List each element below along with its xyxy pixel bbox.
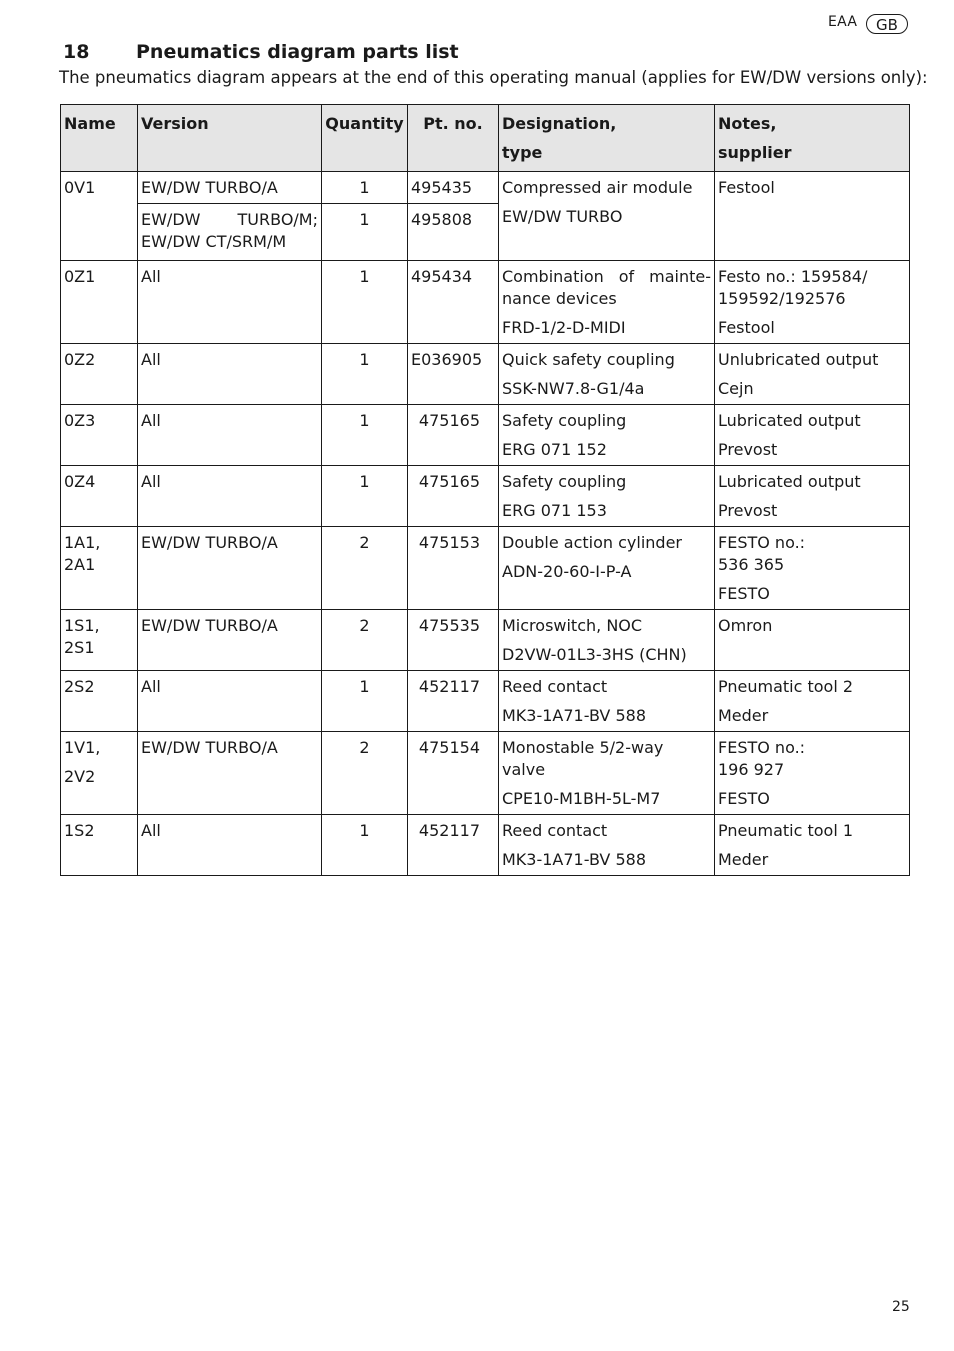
cell-notes	[715, 815, 910, 876]
version-text-line2: EW/DW CT/SRM/M	[141, 232, 287, 251]
page-number: 25	[892, 1299, 910, 1315]
col-header-pt-no: Pt. no.	[408, 105, 499, 172]
section-heading	[63, 41, 459, 63]
table-row	[61, 405, 910, 466]
cell-quantity: 2	[322, 527, 408, 610]
cell-pt-no: 495808	[408, 204, 499, 261]
table-row	[61, 610, 910, 671]
cell-pt-no: 475535	[408, 610, 499, 671]
designation-text: Safety coupling	[502, 411, 627, 430]
cell-pt-no: 495435	[408, 172, 499, 204]
supplier-text: Meder	[718, 706, 769, 725]
type-text: MK3-1A71-BV 588	[502, 850, 646, 869]
designation-text: Quick safety coupling	[502, 350, 675, 369]
cell-name: 0Z4	[61, 466, 138, 527]
cell-version: All	[138, 671, 322, 732]
notes-text-line2: 536 365	[718, 555, 785, 574]
type-text: ERG 071 152	[502, 440, 607, 459]
col-header-designation-line1: Designation,	[502, 114, 617, 133]
cell-quantity: 1	[322, 204, 408, 261]
cell-notes: Omron	[715, 610, 910, 671]
cell-pt-no: 475153	[408, 527, 499, 610]
cell-version: All	[138, 466, 322, 527]
cell-notes	[715, 344, 910, 405]
col-header-quantity: Quantity	[322, 105, 408, 172]
designation-text: Safety coupling	[502, 472, 627, 491]
cell-quantity: 1	[322, 261, 408, 344]
cell-notes: Festool	[715, 172, 910, 261]
table-row	[61, 172, 910, 204]
notes-text: Pneumatic tool 2	[718, 677, 854, 696]
type-text: ERG 071 153	[502, 501, 607, 520]
cell-name: 0Z1	[61, 261, 138, 344]
name-text-line2: 2S1	[64, 638, 95, 657]
name-text-line2: 2V2	[64, 767, 96, 786]
col-header-version: Version	[138, 105, 322, 172]
table-row	[61, 732, 910, 815]
type-text: ADN-20-60-I-P-A	[502, 562, 632, 581]
notes-text-line2: 196 927	[718, 760, 785, 779]
cell-notes	[715, 671, 910, 732]
designation-text: Reed contact	[502, 821, 608, 840]
name-text-line2: 2A1	[64, 555, 96, 574]
designation-text: Reed contact	[502, 677, 608, 696]
designation-text: Compressed air module	[502, 178, 693, 197]
cell-version: All	[138, 405, 322, 466]
cell-name: 0V1	[61, 172, 138, 261]
cell-pt-no: 475154	[408, 732, 499, 815]
header-code: EAA	[828, 14, 858, 30]
cell-pt-no: 495434	[408, 261, 499, 344]
cell-designation	[499, 466, 715, 527]
cell-notes	[715, 466, 910, 527]
cell-name: 2S2	[61, 671, 138, 732]
table-row	[61, 815, 910, 876]
cell-designation	[499, 344, 715, 405]
cell-quantity: 1	[322, 466, 408, 527]
notes-text-line1: FESTO no.:	[718, 533, 806, 552]
cell-notes	[715, 527, 910, 610]
cell-designation	[499, 671, 715, 732]
cell-version: EW/DW TURBO/A	[138, 732, 322, 815]
col-header-notes-line1: Notes,	[718, 114, 777, 133]
supplier-text: Prevost	[718, 501, 778, 520]
table-row	[61, 527, 910, 610]
parts-list-table	[60, 104, 910, 876]
cell-version: EW/DW TURBO/A	[138, 172, 322, 204]
cell-version: EW/DW TURBO/A	[138, 527, 322, 610]
intro-paragraph: The pneumatics diagram appears at the end of this operating manual (applies for EW/DW versions only):	[59, 68, 928, 87]
type-text: CPE10-M1BH-5L-M7	[502, 789, 661, 808]
cell-version: All	[138, 815, 322, 876]
table-row	[61, 466, 910, 527]
cell-quantity: 1	[322, 344, 408, 405]
section-number: 18	[63, 41, 90, 63]
cell-quantity: 1	[322, 405, 408, 466]
table-row	[61, 671, 910, 732]
col-header-notes-line2: supplier	[718, 143, 792, 162]
cell-pt-no: 475165	[408, 466, 499, 527]
cell-name	[61, 527, 138, 610]
col-header-designation-line2: type	[502, 143, 543, 162]
table-header-row	[61, 105, 910, 172]
supplier-text: Festool	[718, 318, 775, 337]
section-title: Pneumatics diagram parts list	[136, 41, 459, 63]
cell-pt-no: 452117	[408, 815, 499, 876]
type-text: FRD-1/2-D-MIDI	[502, 318, 626, 337]
name-text-line1: 1S1,	[64, 616, 100, 635]
col-header-name: Name	[61, 105, 138, 172]
cell-version: All	[138, 344, 322, 405]
notes-text: Lubricated output	[718, 411, 861, 430]
cell-version: EW/DW TURBO/A	[138, 610, 322, 671]
designation-text-line1: Combination of mainte-	[502, 267, 711, 286]
cell-pt-no: E036905	[408, 344, 499, 405]
name-text-line1: 1A1,	[64, 533, 101, 552]
cell-designation	[499, 261, 715, 344]
cell-name: 0Z3	[61, 405, 138, 466]
cell-pt-no: 475165	[408, 405, 499, 466]
cell-version: All	[138, 261, 322, 344]
cell-quantity: 1	[322, 671, 408, 732]
supplier-text: Meder	[718, 850, 769, 869]
cell-designation	[499, 527, 715, 610]
cell-notes	[715, 732, 910, 815]
notes-text: Lubricated output	[718, 472, 861, 491]
type-text: EW/DW TURBO	[502, 207, 623, 226]
cell-designation	[499, 405, 715, 466]
cell-name	[61, 610, 138, 671]
cell-quantity: 2	[322, 610, 408, 671]
notes-text: Unlubricated output	[718, 350, 879, 369]
cell-pt-no: 452117	[408, 671, 499, 732]
cell-designation	[499, 732, 715, 815]
table-row	[61, 261, 910, 344]
notes-text-line1: Festo no.: 159584/	[718, 267, 868, 286]
designation-text: Double action cylinder	[502, 533, 682, 552]
name-text-line1: 1V1,	[64, 738, 101, 757]
supplier-text: FESTO	[718, 789, 770, 808]
cell-name: 0Z2	[61, 344, 138, 405]
cell-designation	[499, 172, 715, 261]
supplier-text: Prevost	[718, 440, 778, 459]
type-text: D2VW-01L3-3HS (CHN)	[502, 645, 687, 664]
type-text: MK3-1A71-BV 588	[502, 706, 646, 725]
notes-text-line1: FESTO no.:	[718, 738, 806, 757]
cell-designation	[499, 610, 715, 671]
cell-designation	[499, 815, 715, 876]
cell-name	[61, 732, 138, 815]
notes-text-line2: 159592/192576	[718, 289, 846, 308]
col-header-notes	[715, 105, 910, 172]
col-header-designation	[499, 105, 715, 172]
type-text: SSK-NW7.8-G1/4a	[502, 379, 645, 398]
cell-quantity: 2	[322, 732, 408, 815]
table-row	[61, 344, 910, 405]
supplier-text: Cejn	[718, 379, 754, 398]
cell-name: 1S2	[61, 815, 138, 876]
cell-notes	[715, 261, 910, 344]
cell-notes	[715, 405, 910, 466]
language-badge: GB	[866, 14, 908, 34]
notes-text: Pneumatic tool 1	[718, 821, 854, 840]
cell-version	[138, 204, 322, 261]
designation-text-line2: nance devices	[502, 289, 617, 308]
designation-text: Monostable 5/2-way valve	[502, 738, 664, 779]
cell-quantity: 1	[322, 815, 408, 876]
designation-text: Microswitch, NOC	[502, 616, 643, 635]
cell-quantity: 1	[322, 172, 408, 204]
supplier-text: FESTO	[718, 584, 770, 603]
version-text-line1: EW/DW TURBO/M;	[141, 210, 318, 229]
